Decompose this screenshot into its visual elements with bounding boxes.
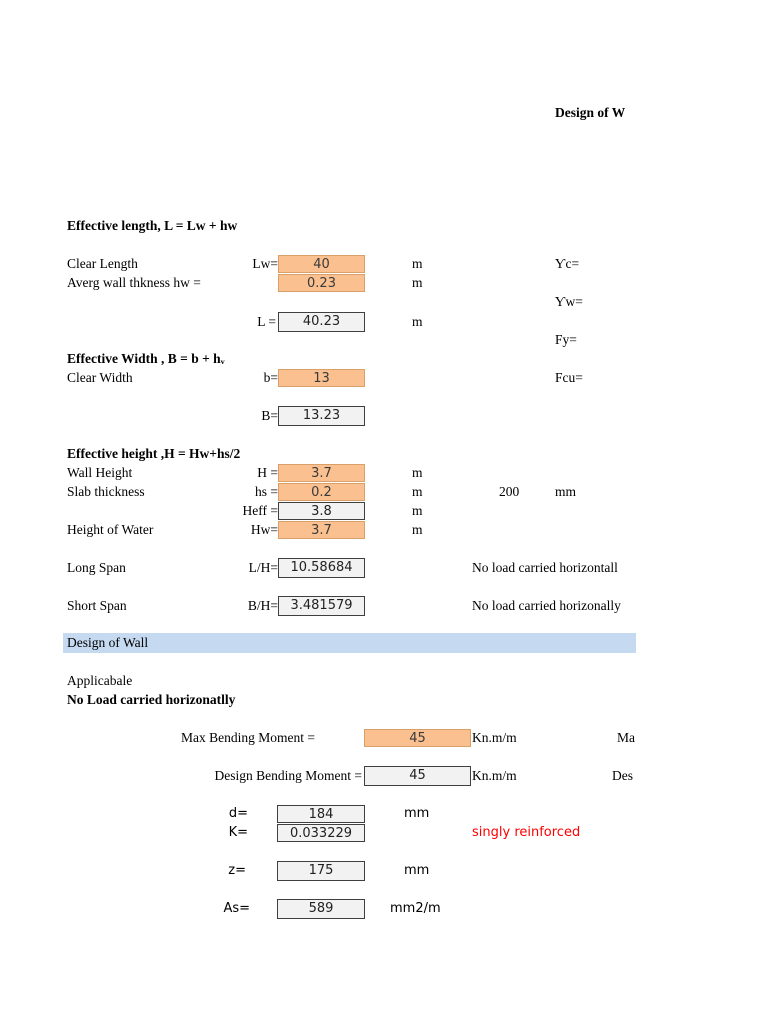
width-heading: Effective Width , B = b + hᵥ xyxy=(67,351,225,366)
hw-thickness-input[interactable]: 0.23 xyxy=(278,274,365,292)
hs-mm-unit: mm xyxy=(555,484,577,499)
d-label: d= xyxy=(228,806,248,821)
d-unit: mm xyxy=(404,806,430,821)
h-label: H = xyxy=(257,465,278,480)
b-input[interactable]: 13 xyxy=(278,369,365,387)
slab-thickness-label: Slab thickness xyxy=(67,484,145,499)
z-output: 175 xyxy=(277,861,365,881)
B-label: B= xyxy=(261,408,278,423)
k-label: K= xyxy=(228,825,248,840)
hw-input[interactable]: 3.7 xyxy=(278,521,365,539)
l-output: 40.23 xyxy=(278,312,365,332)
hw-unit: m xyxy=(412,522,423,537)
l-unit: m xyxy=(412,314,423,329)
h-unit: m xyxy=(412,465,423,480)
z-label: z= xyxy=(228,863,246,878)
no-load-label: No Load carried horizonatlly xyxy=(67,692,236,707)
clear-length-label: Clear Length xyxy=(67,256,138,271)
hw-thickness-unit: m xyxy=(412,275,423,290)
short-span-note: No load carried horizonally xyxy=(472,598,621,613)
hs-unit: m xyxy=(412,484,423,499)
applicable-label: Applicabale xyxy=(67,673,133,688)
height-heading: Effective height ,H = Hw+hs/2 xyxy=(67,446,241,461)
B-output: 13.23 xyxy=(278,406,365,426)
lh-label: L/H= xyxy=(248,560,278,575)
wall-thickness-label: Averg wall thkness hw = xyxy=(67,275,201,290)
k-output: 0.033229 xyxy=(277,824,365,842)
design-banner xyxy=(63,633,636,653)
as-label: As= xyxy=(223,901,250,916)
design-bm-unit: Kn.m/m xyxy=(472,768,517,783)
l-label: L = xyxy=(257,314,276,329)
b-label: b= xyxy=(263,370,278,385)
water-height-label: Height of Water xyxy=(67,522,154,537)
wall-height-label: Wall Height xyxy=(67,465,133,480)
page-title: Design of W xyxy=(555,105,626,120)
clear-width-label: Clear Width xyxy=(67,370,133,385)
bh-label: B/H= xyxy=(247,598,278,613)
long-span-note: No load carried horizontall xyxy=(472,560,618,575)
heff-label: Heff = xyxy=(242,503,278,518)
heff-unit: m xyxy=(412,503,423,518)
short-span-label: Short Span xyxy=(67,598,127,613)
yc-label: Ƴc= xyxy=(555,256,580,271)
fy-label: Fy= xyxy=(555,332,577,347)
design-bm-right: Des xyxy=(612,768,633,783)
lh-output: 10.58684 xyxy=(278,558,365,578)
k-note: singly reinforced xyxy=(472,825,581,840)
yw-label: Ƴw= xyxy=(555,294,583,309)
z-unit: mm xyxy=(404,863,430,878)
design-bm-output: 45 xyxy=(364,766,471,786)
d-output: 184 xyxy=(277,805,365,823)
heff-output: 3.8 xyxy=(278,502,365,520)
design-banner-label: Design of Wall xyxy=(67,635,149,650)
lw-label: Lw= xyxy=(252,256,278,271)
max-bm-right: Ma xyxy=(617,730,635,745)
h-input[interactable]: 3.7 xyxy=(278,464,365,482)
bh-output: 3.481579 xyxy=(278,596,365,616)
hs-mm-value: 200 xyxy=(499,484,520,499)
hw-label: Hw= xyxy=(250,522,278,537)
hs-label: hs = xyxy=(255,484,278,499)
design-bm-label: Design Bending Moment = xyxy=(214,768,362,783)
lw-unit: m xyxy=(412,256,423,271)
hs-input[interactable]: 0.2 xyxy=(278,483,365,501)
lw-input[interactable]: 40 xyxy=(278,255,365,273)
fcu-label: Fcu= xyxy=(555,370,583,385)
length-heading: Effective length, L = Lw + hw xyxy=(67,218,238,233)
as-output: 589 xyxy=(277,899,365,919)
max-bm-input[interactable]: 45 xyxy=(364,729,471,747)
long-span-label: Long Span xyxy=(67,560,126,575)
max-bm-label: Max Bending Moment = xyxy=(181,730,315,745)
max-bm-unit: Kn.m/m xyxy=(472,730,517,745)
as-unit: mm2/m xyxy=(390,901,441,916)
